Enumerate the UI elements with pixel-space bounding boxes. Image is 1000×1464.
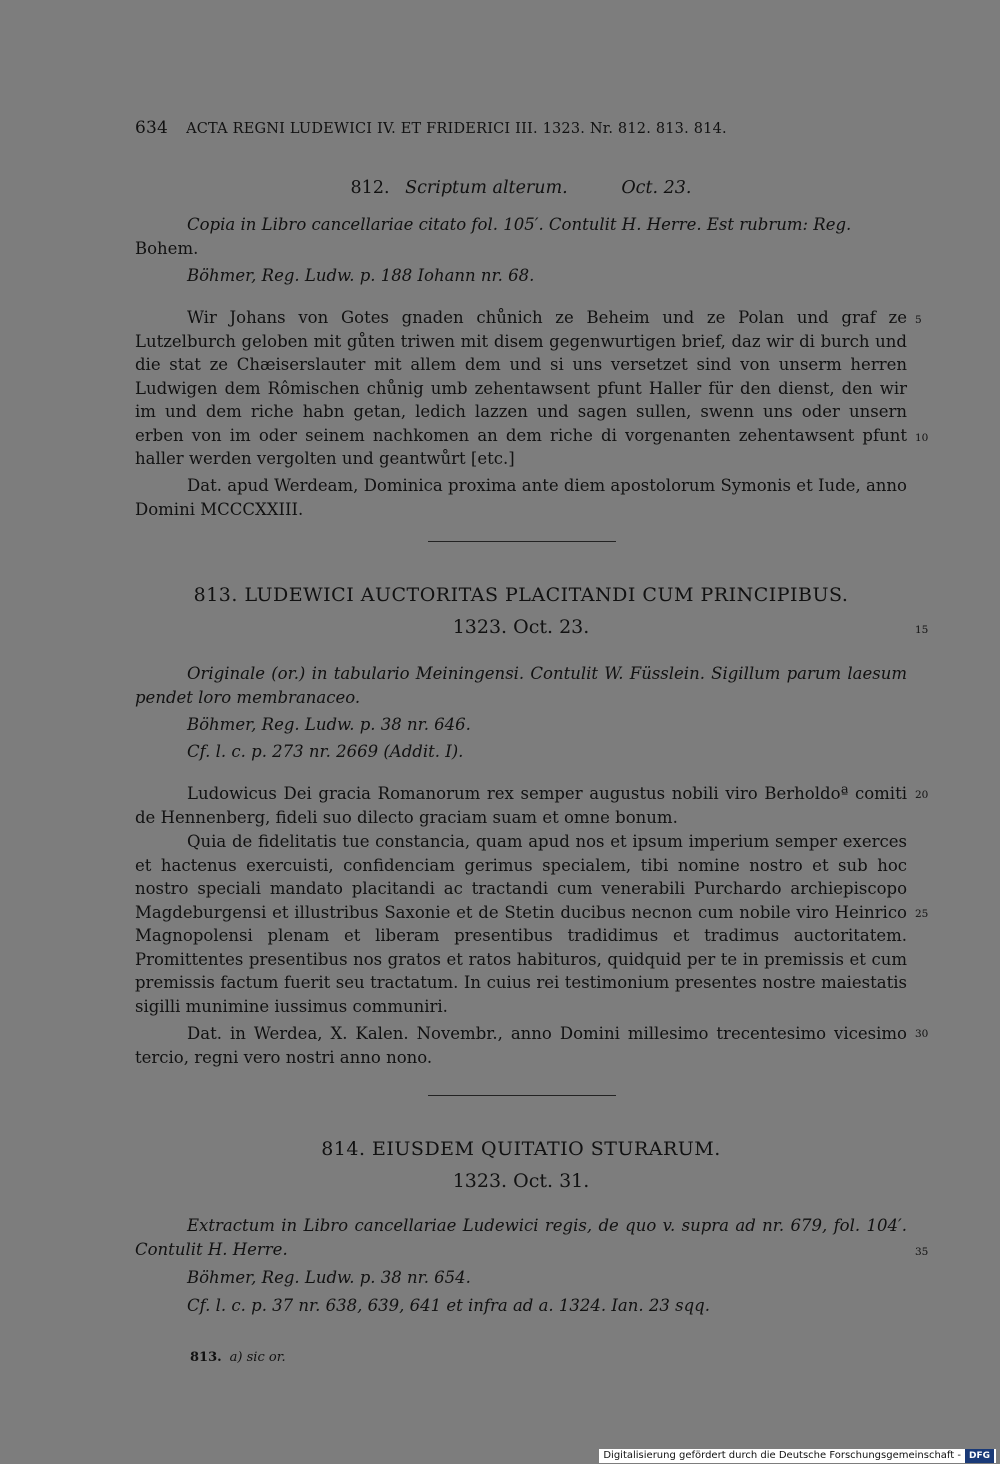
- doc-814-date: 1323. Oct. 31.: [452, 1170, 590, 1192]
- doc-812-ref-text: Böhmer, Reg. Ludw. p. 188 Iohann nr. 68.: [187, 266, 535, 285]
- doc-812-source: [135, 213, 907, 260]
- doc-814-ref2: [135, 1294, 907, 1318]
- line-number: 15: [915, 624, 929, 636]
- doc-812-datum-text: Dat. apud Werdeam, Dominica proxima ante diem apostolorum Symonis et Iude, anno Domini MCCCXXIII.: [135, 476, 907, 519]
- footnote-text: a) sic or.: [229, 1350, 286, 1365]
- doc-812-source-line1: Copia in Libro cancellariae citato fol. 105′. Contulit H. Herre. Est rubrum: Reg.: [187, 215, 852, 234]
- doc-813-datum-text: Dat. in Werdea, X. Kalen. Novembr., anno Domini millesimo trecentesimo vicesimo tercio, regni vero nostri anno nono.: [135, 1024, 907, 1067]
- doc-813-source-text: Originale (or.) in tabulario Meiningensi. Contulit W. Füsslein. Sigillum parum laesum pendet loro membranaceo.: [135, 664, 907, 707]
- doc-812-number: 812.: [350, 178, 390, 198]
- line-number: 20: [915, 789, 929, 801]
- doc-813-source: [135, 662, 907, 709]
- doc-813-ref2: [135, 740, 907, 764]
- line-number: 35: [915, 1246, 929, 1258]
- doc-814-source-text: Extractum in Libro cancellariae Ludewici regis, de quo v. supra ad nr. 679, fol. 104′. Contulit H. Herre.: [135, 1216, 907, 1259]
- page-number: 634: [135, 118, 169, 138]
- doc-814-ref1: [135, 1266, 907, 1290]
- doc-813-date: 1323. Oct. 23.: [452, 616, 590, 638]
- running-head-text: ACTA REGNI LUDEWICI IV. ET FRIDERICI III. 1323. Nr. 812. 813. 814.: [186, 121, 727, 137]
- doc-813-body2: Quia de fidelitatis tue constancia, quam apud nos et ipsum imperium semper exerces et hactenus exercuisti, confidenciam gerimus specialem, tibi nomine nostro et sub hoc nostro speciali mandato placitandi ac tractandi cum venerabili Purchardo archiepiscopo Magdeburgensi et illustribus Saxonie et de Stetin ducibus necnon cum nobile viro Heinrico Magnopolensi plenam et liberam presentibus tradidimus et tradimus auctoritatem. Promittentes presentibus nos gratos et ratos habituros, quidquid per te in premissis et cum premissis factum fuerit seu tractatum. In cuius rei testimonium presentes nostre maiestatis sigilli munimine iussimus communiri.: [135, 832, 907, 1016]
- doc-814-ref1-text: Böhmer, Reg. Ludw. p. 38 nr. 654.: [187, 1268, 471, 1287]
- doc-813-text2: [135, 830, 907, 1018]
- doc-813-ref1-text: Böhmer, Reg. Ludw. p. 38 nr. 646.: [187, 715, 471, 734]
- separator-rule: [428, 541, 616, 542]
- doc-813-datum: [135, 1022, 907, 1069]
- footnote: [190, 1350, 286, 1365]
- doc-812-datum: [135, 474, 907, 521]
- doc-812-source-line2: Bohem.: [135, 238, 199, 258]
- doc-812-body: Wir Johans von Gotes gnaden chůnich ze Beheim und ze Polan und graf ze Lutzelburch geloben mit gůten triwen mit disem gegenwurtigen brief, daz wir di burch und die stat ze Chæiserslauter mit allem dem und si uns versetzet sind von unserm herren Ludwigen dem Rômischen chůnig umb zehentawsent pfunt Haller für den dienst, den wir im und dem riche habn getan, ledich lazzen und sagen sullen, swenn uns oder unsern erben von im oder seinem nachkomen an dem riche di vorgenanten zehentawsent pfunt haller werden vergolten und geantwůrt [etc.]: [135, 308, 907, 468]
- dfg-banner: [599, 1449, 996, 1463]
- doc-812-date: Oct. 23.: [621, 178, 692, 198]
- doc-814-heading: 814. EIUSDEM QUITATIO STURARUM.: [321, 1138, 721, 1160]
- line-number: 30: [915, 1028, 929, 1040]
- doc-814-source: [135, 1214, 907, 1261]
- dfg-logo-icon: DFG: [965, 1449, 994, 1463]
- doc-813-ref1: [135, 713, 907, 737]
- doc-812-ref: [135, 264, 907, 288]
- doc-812-text: [135, 306, 907, 471]
- running-head: [135, 118, 815, 138]
- doc-813-ref2-text: Cf. l. c. p. 273 nr. 2669 (Addit. I).: [187, 742, 464, 761]
- banner-text: Digitalisierung gefördert durch die Deutsche Forschungsgemeinschaft -: [603, 1450, 961, 1461]
- separator-rule: [428, 1095, 616, 1096]
- doc-812-title-text: Scriptum alterum.: [405, 178, 568, 198]
- line-number: 25: [915, 908, 929, 920]
- doc-813-body1: Ludowicus Dei gracia Romanorum rex semper augustus nobili viro Berholdoª comiti de Hennenberg, fideli suo dilecto graciam suam et omne bonum.: [135, 784, 907, 827]
- doc-813-heading: 813. LUDEWICI AUCTORITAS PLACITANDI CUM PRINCIPIBUS.: [193, 584, 849, 606]
- doc-813-text1: [135, 782, 907, 829]
- doc-812-title: [135, 178, 907, 198]
- line-number: 5: [915, 314, 922, 326]
- doc-814-ref2-text: Cf. l. c. p. 37 nr. 638, 639, 641 et infra ad a. 1324. Ian. 23 sqq.: [187, 1296, 710, 1315]
- footnote-number: 813.: [190, 1350, 222, 1365]
- line-number: 10: [915, 432, 929, 444]
